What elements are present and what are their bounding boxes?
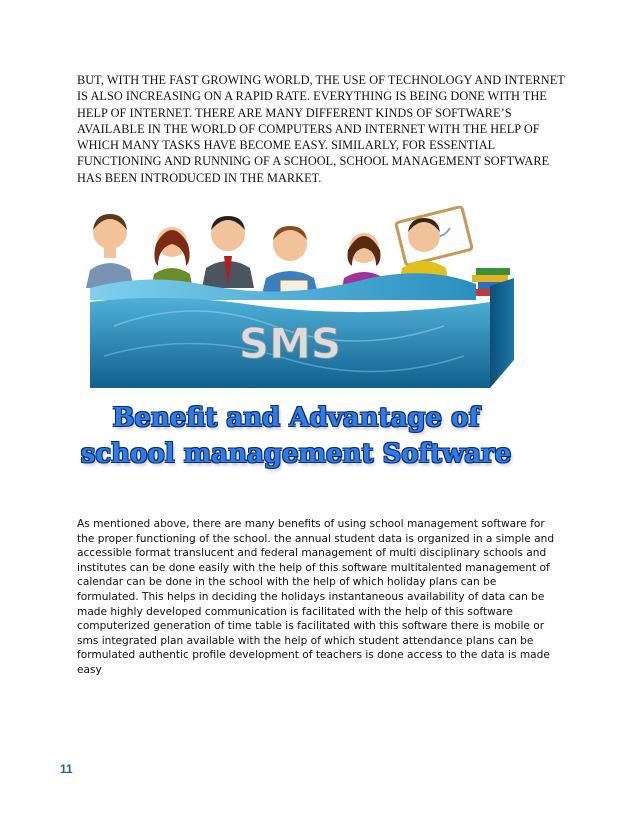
sms-panel bbox=[90, 273, 514, 388]
page-number: 11 bbox=[60, 762, 73, 776]
body-paragraph: As mentioned above, there are many benefits of using school management software for the proper functioning of the school. the annual student data is organized in a simple and accessible format translucent and federal management of multi disciplinary schools and institutes can be done easily with the help of this software multitalented management of calendar can be done in the school with the help of which holiday plans can be formulated. This helps in deciding the holidays instantaneous availability of data can be made highly developed communication is facilitated with the help of this software computerized generation of time table is facilitated with this software there is mobile or sms integrated plan available with the help of which student attendance plans can be formulated authentic profile development of teachers is done access to the data is made easy bbox=[77, 518, 555, 676]
intro-paragraph: BUT, WITH THE FAST GROWING WORLD, THE USE OF TECHNOLOGY AND INTERNET IS ALSO INCREASING ON A RAPID RATE. EVERYTHING IS BEING DONE WITH THE HELP OF INTERNET. THERE ARE MANY DIFFERENT KINDS OF SOFTWARE’S AVAILABLE IN THE WORLD OF COMPUTERS AND INTERNET WITH THE HELP OF WHICH MANY TASKS HAVE BECOME EASY. SIMILARLY, FOR ESSENTIAL FUNCTIONING AND RUNNING OF A SCHOOL, SCHOOL MANAGEMENT SOFTWARE HAS BEEN INTRODUCED IN THE MARKET. bbox=[77, 73, 565, 185]
heading-line-2: school management Software bbox=[80, 439, 512, 469]
section-heading bbox=[76, 400, 516, 472]
heading-line-1: Benefit and Advantage of bbox=[112, 403, 480, 433]
sms-illustration bbox=[84, 206, 516, 388]
sms-logo-text: SMS bbox=[238, 319, 342, 368]
